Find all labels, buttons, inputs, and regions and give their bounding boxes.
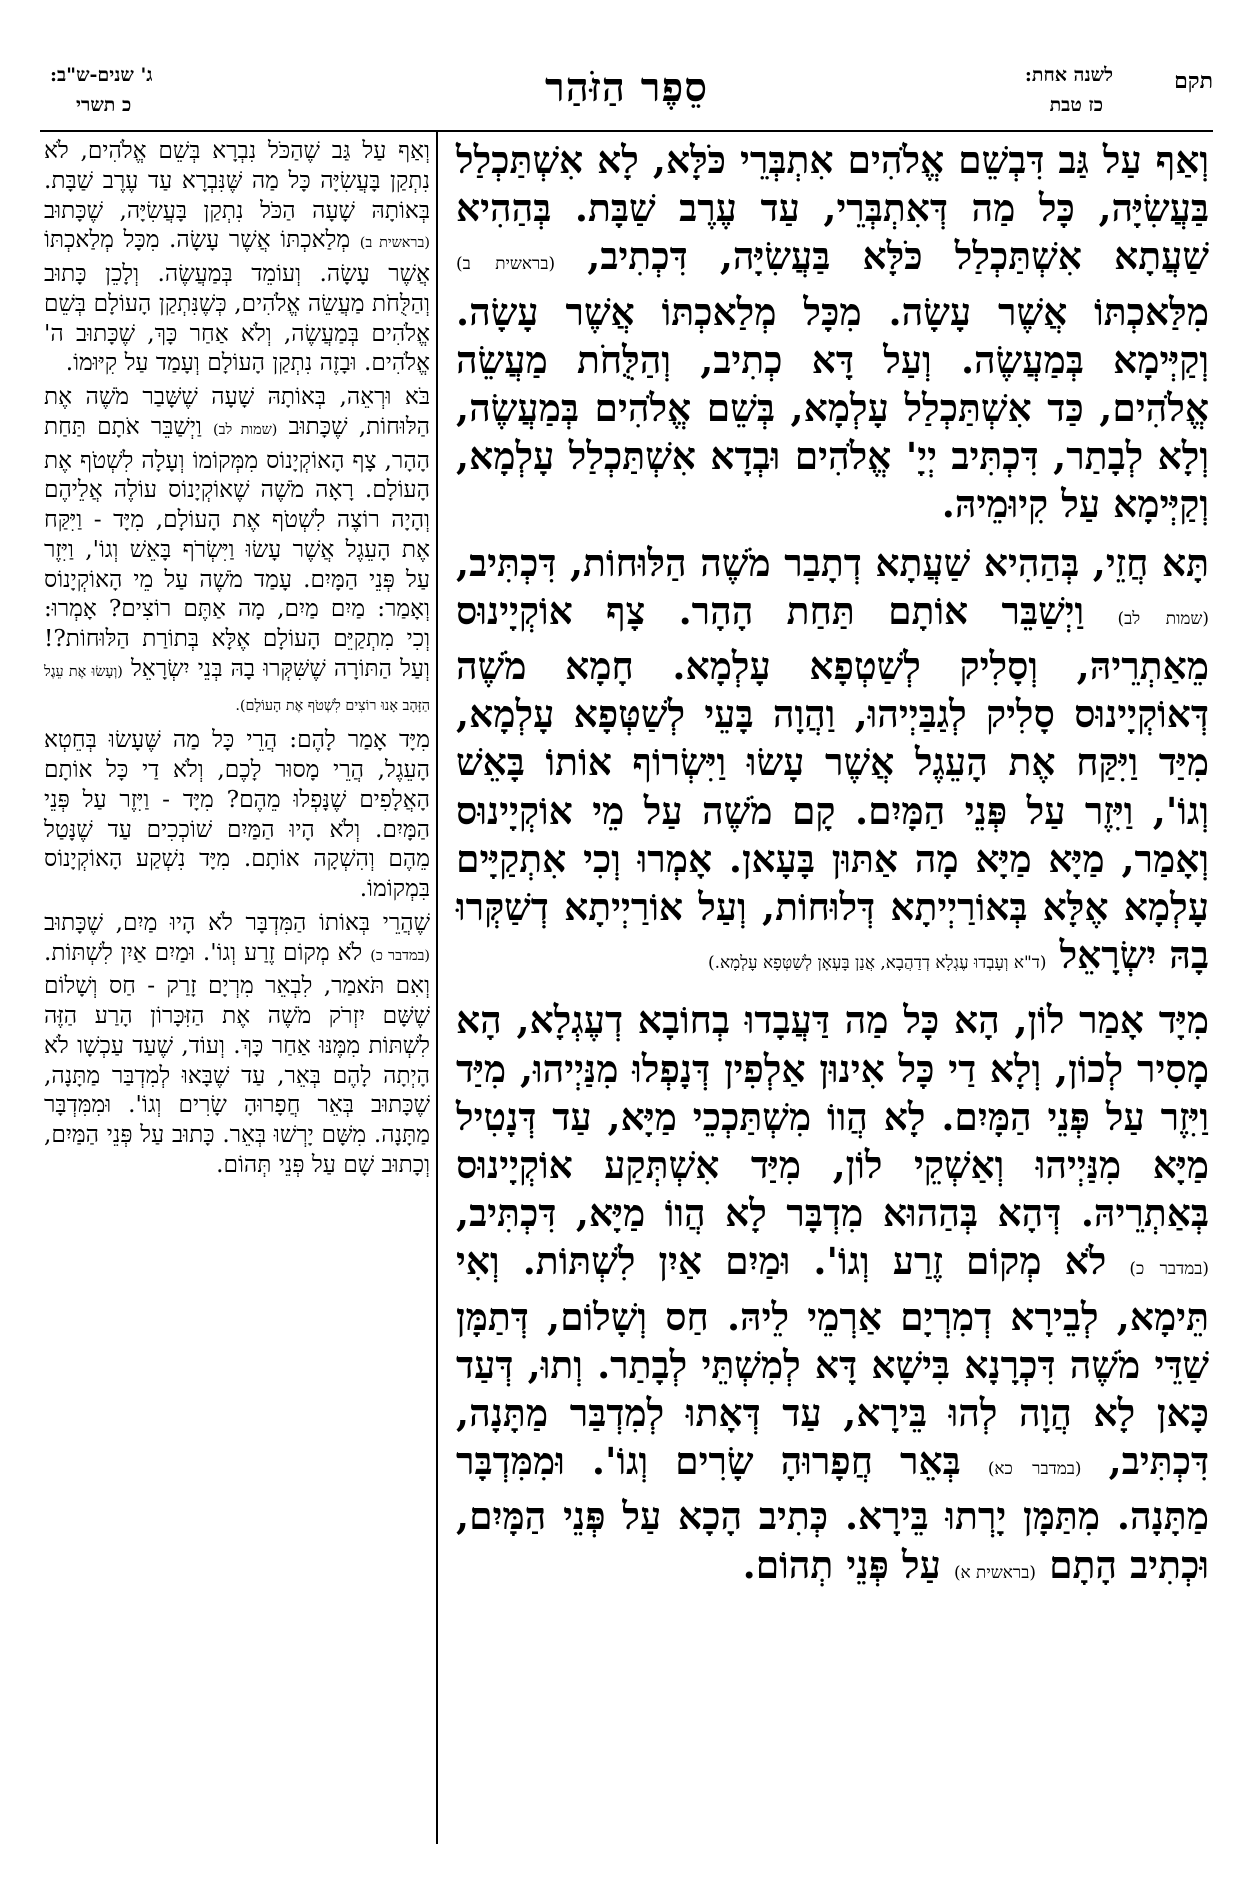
header-right-line2: כז טבת: [1049, 94, 1103, 116]
header-right-line1: לשנה אחת:: [1024, 64, 1113, 86]
side-p2-ref1: (שמות לב): [213, 421, 278, 438]
main-p1-text-a: וְאַף עַל גַּב דִּבְשֵׁם אֱלֹהִים אִתְבְּרֵי כֹּלָּא, לָא אִשְׁתַּכְלַל בַּעֲשִׂיָּה, כָּל מַה דְּאִתְבְּרֵי, עַד עֶרֶב שַׁבָּת. בְּהַהִיא שַׁעֲתָא אִשְׁתַּכְלַל כֹּלָּא בַּעֲשִׂיָּה, דִּכְתִיב,: [456, 138, 1209, 279]
side-p2-text-b: וַיְשַׁבֵּר אֹתָם תַּחַת הָהָר, צָף הָאוֹקְיָנוֹס מִמְּקוֹמוֹ וְעָלָה לִשְׁטֹף אֶת הָעוֹלָם. רָאָה מֹשֶׁה שֶׁאוֹקְיָנוֹס עוֹלֶה אֲלֵיהֶם וְהָיָה רוֹצֶה לִשְׁטֹף אֶת הָעוֹלָם, מִיָּד - וַיִּקַּח אֶת הָעֵגֶל אֲשֶׁר עָשׂוּ וַיִּשְׂרֹף בָּאֵשׁ וְגוֹ', וַיִּזֶר עַל פְּנֵי הַמָּיִם. עָמַד מֹשֶׁה עַל מֵי הָאוֹקְיָנוֹס וְאָמַר: מַיִם מַיִם, מָה אַתֶּם רוֹצִים? אָמְרוּ: וְכִי מִתְקַיֵּם הָעוֹלָם אֶלָּא בְּתוֹרַת הַלּוּחוֹת?! וְעַל הַתּוֹרָה שֶׁשִּׁקְּרוּ בָהּ בְּנֵי יִשְׂרָאֵל: [44, 412, 430, 682]
book-title: סֵפֶר הַזֹּהַר: [545, 64, 708, 111]
side-p1-text-b: מְלַאכְתּוֹ אֲשֶׁר עָשָׂה. מִכָּל מְלַאכְתּוֹ אֲשֶׁר עָשָׂה. וְעוֹמֵד בְּמַעֲשֶׂה. וְלָכֵן כָּתוּב וְהַלֻּחֹת מַעֲשֵׂה אֱלֹהִים, כְּשֶׁנִּתְקַן הָעוֹלָם בְּשֵׁם אֱלֹהִים בְּמַעֲשֶׂה, וְלֹא אַחַר כָּךְ, שֶׁכָּתוּב ה' אֱלֹהִים. וּבָזֶה נִתְקַן הָעוֹלָם וְעָמַד עַל קִיּוּמוֹ.: [44, 226, 430, 377]
main-p3-ref1: (במדבר כ): [1129, 1258, 1209, 1279]
side-paragraph-3: [44, 725, 430, 904]
side-paragraph-4: [44, 908, 430, 1180]
main-paragraph-1: [456, 136, 1209, 529]
hebrew-translation-column: [44, 136, 430, 1180]
main-paragraph-3: [456, 996, 1209, 1595]
main-p3-text-b: לֹא מְקוֹם זֶרַע וְגוֹ'. וּמַיִם אַיִן לִשְׁתּוֹת. וְאִי תֵּימָא, לְבֵירָא דְמִרְיָם אַרְמֵי לֵיהּ. חַס וְשָׁלוֹם, דְּתַמָּן שַׁדֵּי מֹשֶׁה דִּכְרָנָא בִּישָׁא דָּא לְמִשְׁתֵּי לְבָתַר. וְתוּ, דְּעַד כָּאן לָא הֲוָה לְהוּ בֵּירָא, עַד דְּאָתוּ לְמִדְבַּר מַתָּנָה, דִּכְתִּיב,: [456, 1239, 1210, 1484]
main-p3-text-d: עַל פְּנֵי תְהוֹם.: [742, 1542, 941, 1587]
main-p3-text-a: מִיָּד אָמַר לוֹן, הָא כָּל מַה דַּעֲבָדוּ בְחוֹבָא דְעֶגְלָא, הָא מָסִיר לְכוֹן, וְלָא דַי כָּל אִינוּן אַלְפִין דְּנָפְלוּ מִנַּיְיהוּ, מִיַּד וַיִּזֶר עַל פְּנֵי הַמָּיִם. לָא הֲווֹ מִשְׁתַּכְכֵי מַיָּא, עַד דְּנָטִיל מַיָּא מִנַּיְיהוּ וְאַשְׁקֵי לוֹן, מִיַּד אִשְׁתְּקַע אוֹקְיָינוּס בְּאַתְרֵיהּ. דְּהָא בְּהַהוּא מִדְבָּר לָא הֲווֹ מַיָּא, דִּכְתִּיב,: [456, 998, 1209, 1236]
side-p4-text-b: לֹא מְקוֹם זֶרַע וְגוֹ'. וּמַיִם אַיִן לִשְׁתּוֹת. וְאִם תֹּאמַר, לִבְאֵר מִרְיָם זָרַק - חַס וְשָׁלוֹם שֶׁשָּׁם יִזְרֹק מֹשֶׁה אֶת הַזִּכָּרוֹן הָרַע הַזֶּה לִשְׁתּוֹת מִמֶּנּוּ אַחַר כָּךְ. וְעוֹד, שֶׁעַד עַכְשָׁו לֹא הָיְתָה לָהֶם בְּאֵר, עַד שֶׁבָּאוּ לְמִדְבַּר מַתָּנָה, שֶׁכָּתוּב בְּאֵר חֲפָרוּהָ שָׂרִים וְגוֹ'. וּמִמִּדְבָּר מַתָּנָה. מִשָּׁם יָרְשׁוּ בְּאֵר. כָּתוּב עַל פְּנֵי הַמַּיִם, וְכָתוּב שָׁם עַל פְּנֵי תְּהוֹם.: [44, 938, 430, 1178]
side-paragraph-1: [44, 136, 430, 378]
page-header: [40, 58, 1213, 128]
main-p2-ref2: (ד"א וְעָבְדוּ עֶגְלָא דְדַהֲבָא, אֲנַן בָּעְאָן לְשַׁטְּפָא עָלְמָא.): [708, 952, 1047, 973]
side-p4-text-a: שֶׁהֲרֵי בְּאוֹתוֹ הַמִּדְבָּר לֹא הָיוּ מַיִם, שֶׁכָּתוּב: [44, 908, 430, 936]
side-paragraph-2: [44, 382, 430, 721]
main-p1-text-b: מִלַּאכְתּוֹ אֲשֶׁר עָשָׂה. מִכָּל מְלַאכְתּוֹ אֲשֶׁר עָשָׂה. וְקַיְּימָא בְּמַעֲשֶׂה. וְעַל דָּא כְתִיב, וְהַלֻּחֹת מַעֲשֵׂה אֱלֹהִים, כַּד אִשְׁתַּכְלַל עָלְמָא, בְּשֵׁם אֱלֹהִים בְּמַעֲשֶׂה, וְלָא לְבָתַר, דִּכְתִּיב יְיָ' אֱלֹהִים וּבְדָא אִשְׁתַּכְלַל עָלְמָא, וְקַיְּימָא עַל קִיוּמֵיהּ.: [456, 289, 1209, 527]
main-paragraph-2: [456, 539, 1209, 987]
aramaic-column: [456, 136, 1209, 1596]
side-p2-text-a: בֹּא וּרְאֵה, בְּאוֹתָהּ שָׁעָה שֶׁשָּׁבַר מֹשֶׁה אֶת הַלּוּחוֹת, שֶׁכָּתוּב: [44, 383, 431, 440]
side-p1-text-a: וְאַף עַל גַּב שֶׁהַכֹּל נִבְרָא בְּשֵׁם אֱלֹהִים, לֹא נִתְקַן בָּעֲשִׂיָּה כָּל מַה שֶּׁנִּבְרָא עַד עֶרֶב שַׁבָּת. בְּאוֹתָהּ שָׁעָה הַכֹּל נִתְקַן בָּעֲשִׂיָּה, שֶׁכָּתוּב: [44, 137, 430, 224]
main-p2-text-b: וַיְשַׁבֵּר אוֹתָם תַּחַת הָהָר. צָף אוֹקְיָינוּס מֵאַתְרֵיהּ, וְסָלִיק לְשַׁטְפָא עָלְמָא. חָמָא מֹשֶׁה דְּאוֹקְיָינוּס סָלִיק לְגַבַּיְיהוּ, וַהֲוָה בָּעֵי לְשַׁטְּפָא עָלְמָא, מִיַּד וַיִּקַּח אֶת הָעֵגֶל אֲשֶׁר עָשׂוּ וַיִּשְׂרוֹף אוֹתוֹ בָּאֵשׁ וְגוֹ', וַיִּזֶר עַל פְּנֵי הַמָּיִם. קָם מֹשֶׁה עַל מֵי אוֹקְיָינוּס וְאָמַר, מַיָּא מַיָּא מָה אַתּוּן בָּעָאן. אָמְרוּ וְכִי אִתְקַיָּים עָלְמָא אֶלָּא בְּאוֹרַיְיתָא דְּלוּחוֹת, וְעַל אוֹרַיְיתָא דְשַׁקְּרוּ בָהּ יִשְׂרָאֵל: [456, 588, 1209, 978]
main-p3-ref2: (במדבר כא): [987, 1458, 1082, 1479]
main-p1-ref1: (בראשית ב): [456, 253, 556, 274]
main-p2-ref1: (שמות לב): [1117, 607, 1209, 628]
header-left-line1: ג' שנים-ש"ב:: [50, 64, 153, 86]
side-p4-ref1: (במדבר כ): [370, 947, 430, 964]
main-p3-ref3: (בראשית א): [953, 1561, 1036, 1582]
side-p2-note: (וְעָשׂוּ אֶת עֵגֶל הַזָּהָב אָנוּ רוֹצִים לִשְׁטֹף אֶת הָעוֹלָם).: [44, 663, 430, 714]
header-divider: [40, 130, 1213, 132]
header-left-line2: כ תשרי: [76, 94, 132, 116]
page-number: תקם: [1174, 68, 1213, 94]
column-divider: [436, 132, 438, 1844]
side-p3-text-a: מִיָּד אָמַר לָהֶם: הֲרֵי כָּל מַה שֶּׁעָשׂוּ בְּחֵטְא הָעֵגֶל, הֲרֵי מָסוּר לָכֶם, וְלֹא דַי כָּל אוֹתָם הָאֲלָפִים שֶׁנָּפְלוּ מֵהֶם? מִיָּד - וַיִּזֶר עַל פְּנֵי הַמָּיִם. וְלֹא הָיוּ הַמַּיִם שׁוֹכְכִים עַד שֶׁנָּטַל מֵהֶם וְהִשְׁקָה אוֹתָם. מִיָּד נִשְׁקַע הָאוֹקְיָנוֹס בִּמְקוֹמוֹ.: [44, 726, 430, 902]
main-p3-text-c: בְּאֵר חֲפָרוּהָ שָׂרִים וְגוֹ'. וּמִמִּדְבָּר מַתָּנָה. מִתַּמָּן יָרְתוּ בֵּירָא. כְּתִיב הָכָא עַל פְּנֵי הַמָּיִם, וּכְתִיב הָתָם: [456, 1439, 1209, 1587]
main-p2-text-a: תָּא חֲזֵי, בְּהַהִיא שַׁעֲתָא דְתָבַר מֹשֶׁה הַלּוּחוֹת, דִּכְתִּיב,: [456, 540, 1209, 585]
side-p1-ref1: (בראשית ב): [359, 235, 431, 252]
